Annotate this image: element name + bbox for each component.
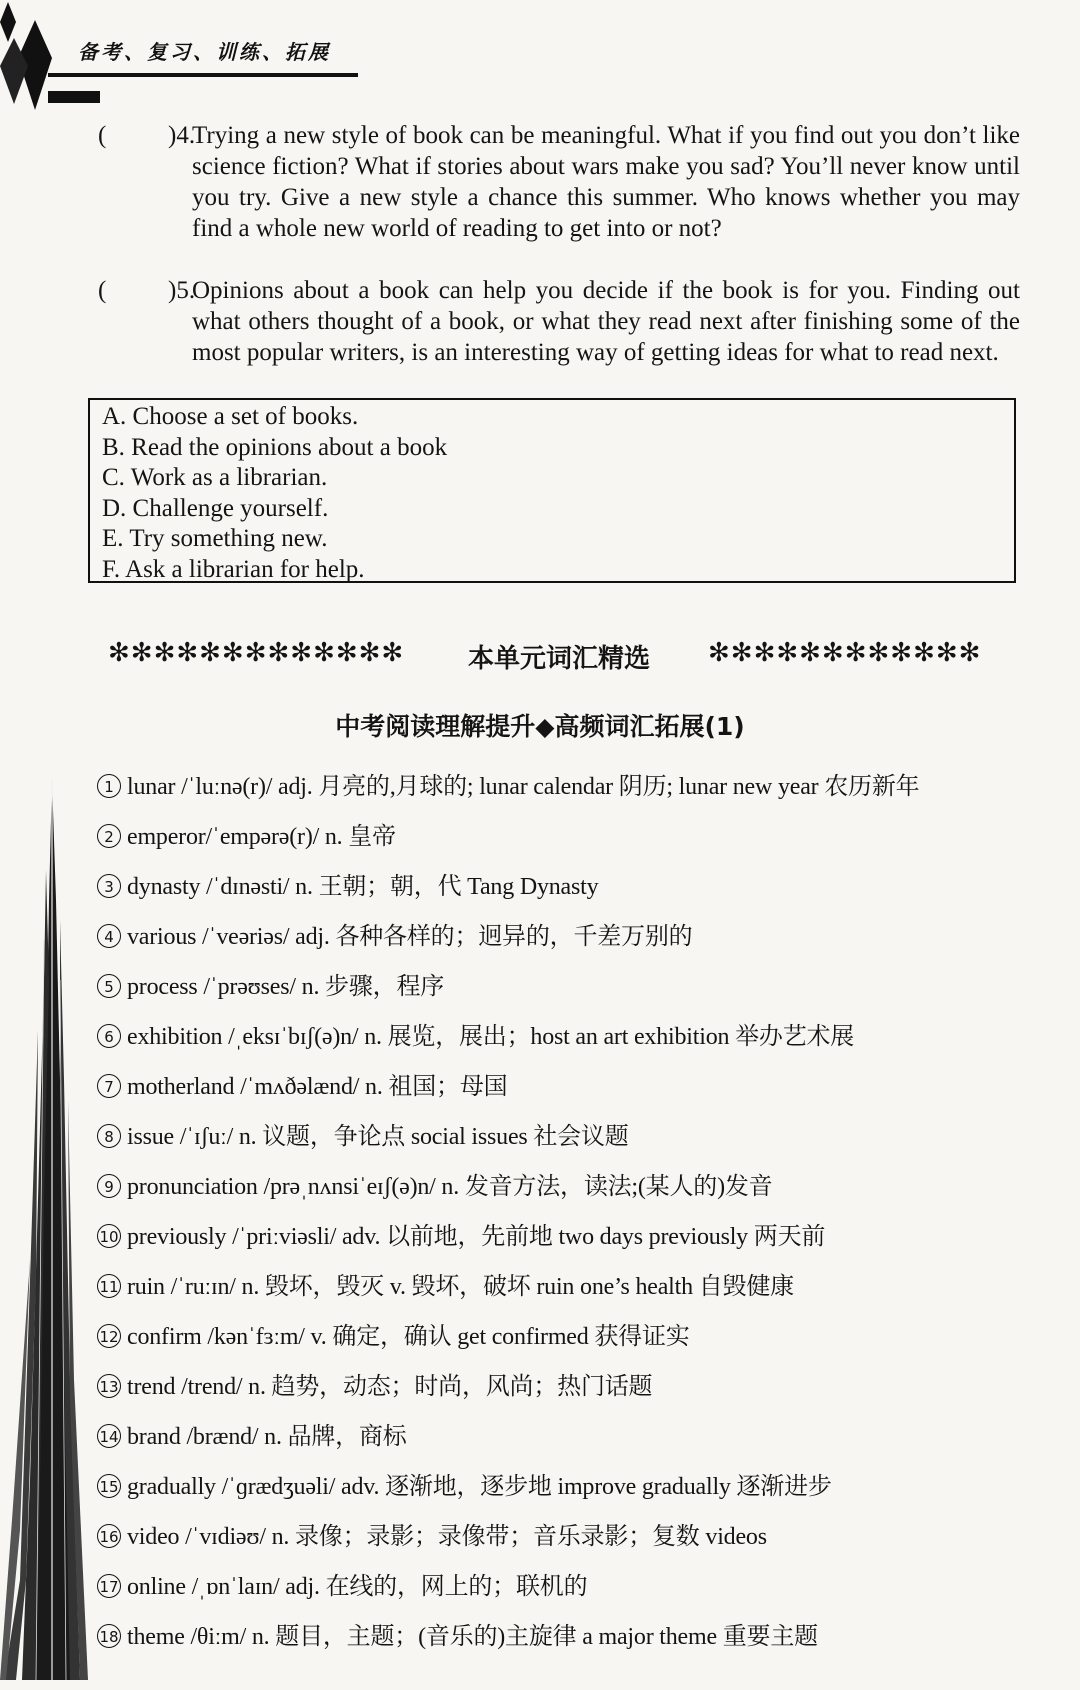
circled-number: 4 xyxy=(97,924,121,948)
question-number: )5. xyxy=(168,277,196,304)
vocab-item xyxy=(97,772,1057,822)
vocab-item xyxy=(97,1172,1057,1222)
vocab-item xyxy=(97,1572,1057,1622)
question-5-text: Opinions about a book can help you decide if the book is for you. Finding out what others thought of a book, or what they read next after finishing some of the most popular writers, is an interesting way of getting ideas for what to read next. xyxy=(192,277,1020,366)
circled-number: 5 xyxy=(97,974,121,998)
header-bar xyxy=(48,91,100,103)
vocab-item xyxy=(97,1372,1057,1422)
question-5 xyxy=(98,275,1020,368)
header-diamond-ornament xyxy=(0,0,60,125)
vocab-entry: exhibition /ˌeksɪˈbɪʃ(ə)n/ n. 展览，展出；host an art exhibition 举办艺术展 xyxy=(127,1024,855,1050)
vocab-item xyxy=(97,1022,1057,1072)
circled-number: 2 xyxy=(97,824,121,848)
vocab-item xyxy=(97,1422,1057,1472)
vocab-entry: various /ˈveəriəs/ adj. 各种各样的；迥异的，千差万别的 xyxy=(127,924,693,950)
vocab-entry: trend /trend/ n. 趋势，动态；时尚，风尚；热门话题 xyxy=(127,1374,653,1400)
vocab-entry: pronunciation /prəˌnʌnsiˈeɪʃ(ə)n/ n. 发音方法，读法;(某人的)发音 xyxy=(127,1174,773,1200)
vocab-item xyxy=(97,1472,1057,1522)
vocab-entry: gradually /ˈɡrædʒuəli/ adv. 逐渐地，逐步地 improve gradually 逐渐进步 xyxy=(127,1474,832,1500)
vocab-entry: dynasty /ˈdɪnəsti/ n. 王朝；朝，代 Tang Dynasty xyxy=(127,874,599,900)
vocab-entry: ruin /ˈruːɪn/ n. 毁坏，毁灭 v. 毁坏，破坏 ruin one’s health 自毁健康 xyxy=(127,1274,794,1300)
section-title: 本单元词汇精选 xyxy=(468,644,651,674)
vocab-item xyxy=(97,1322,1057,1372)
circled-number: 7 xyxy=(97,1074,121,1098)
option-c: C. Work as a librarian. xyxy=(102,464,328,491)
options-box xyxy=(88,398,1016,583)
stars-right: ✻✻✻✻✻✻✻✻✻✻✻✻ xyxy=(708,638,982,668)
vocab-entry: confirm /kənˈfɜːm/ v. 确定，确认 get confirmed 获得证实 xyxy=(127,1324,690,1350)
circled-number: 8 xyxy=(97,1124,121,1148)
vocab-entry: lunar /ˈluːnə(r)/ adj. 月亮的,月球的; lunar calendar 阴历; lunar new year 农历新年 xyxy=(127,774,920,800)
vocab-item xyxy=(97,1272,1057,1322)
option-d: D. Challenge yourself. xyxy=(102,494,329,522)
vocab-item xyxy=(97,1072,1057,1122)
vocab-item xyxy=(97,1122,1057,1172)
vocab-item xyxy=(97,1622,1057,1672)
vocab-entry: video /ˈvɪdiəʊ/ n. 录像；录影；录像带；音乐录影；复数 videos xyxy=(127,1524,767,1550)
circled-number: 18 xyxy=(97,1624,121,1648)
option-a: A. Choose a set of books. xyxy=(102,403,359,430)
circled-number: 16 xyxy=(97,1524,121,1548)
vocab-entry: emperor/ˈempərə(r)/ n. 皇帝 xyxy=(127,824,396,850)
vocab-item xyxy=(97,972,1057,1022)
header-title: 备考、复习、训练、拓展 xyxy=(78,40,331,64)
question-4-text: Trying a new style of book can be meaningful. What if you find out you don’t like science fiction? What if stories about wars make you sad? You’ll never know until you try. Give a new style a chance this summer. Who knows whether you may find a whole new world of reading to get into or not? xyxy=(192,122,1020,242)
vocab-item xyxy=(97,1222,1057,1272)
question-text xyxy=(192,120,1020,244)
question-text xyxy=(192,275,1020,368)
vocab-entry: online /ˌɒnˈlaɪn/ adj. 在线的，网上的；联机的 xyxy=(127,1574,588,1600)
circled-number: 15 xyxy=(97,1474,121,1498)
option-e: E. Try something new. xyxy=(102,525,328,552)
answer-blank-paren: ( xyxy=(98,277,107,304)
circled-number: 12 xyxy=(97,1324,121,1348)
question-4 xyxy=(98,120,1020,244)
vocab-subtitle: 中考阅读理解提升◆高频词汇拓展(1) xyxy=(335,712,745,741)
question-number: )4. xyxy=(168,122,196,149)
vocab-entry: theme /θiːm/ n. 题目，主题；(音乐的)主旋律 a major theme 重要主题 xyxy=(127,1624,818,1650)
circled-number: 10 xyxy=(97,1224,121,1248)
vocab-item xyxy=(97,872,1057,922)
spire-ornament xyxy=(0,780,95,1680)
vocab-entry: motherland /ˈmʌðəlænd/ n. 祖国；母国 xyxy=(127,1074,508,1100)
circled-number: 14 xyxy=(97,1424,121,1448)
vocab-list xyxy=(97,772,1057,1672)
circled-number: 1 xyxy=(97,774,121,798)
circled-number: 3 xyxy=(97,874,121,898)
vocab-entry: issue /ˈɪʃuː/ n. 议题，争论点 social issues 社会议题 xyxy=(127,1124,629,1150)
circled-number: 9 xyxy=(97,1174,121,1198)
circled-number: 11 xyxy=(97,1274,121,1298)
vocab-entry: previously /ˈpriːviəsli/ adv. 以前地，先前地 two days previously 两天前 xyxy=(127,1224,826,1250)
vocab-item xyxy=(97,1522,1057,1572)
vocab-item xyxy=(97,822,1057,872)
option-f: F. Ask a librarian for help. xyxy=(102,555,365,583)
circled-number: 17 xyxy=(97,1574,121,1598)
vocab-item xyxy=(97,922,1057,972)
vocab-entry: brand /brænd/ n. 品牌，商标 xyxy=(127,1424,407,1450)
circled-number: 13 xyxy=(97,1374,121,1398)
vocab-entry: process /ˈprəʊses/ n. 步骤，程序 xyxy=(127,974,445,1000)
circled-number: 6 xyxy=(97,1024,121,1048)
answer-blank-paren: ( xyxy=(98,122,107,149)
header-rule xyxy=(48,73,358,77)
stars-left: ✻✻✻✻✻✻✻✻✻✻✻✻✻ xyxy=(108,638,405,668)
option-b: B. Read the opinions about a book xyxy=(102,433,448,461)
